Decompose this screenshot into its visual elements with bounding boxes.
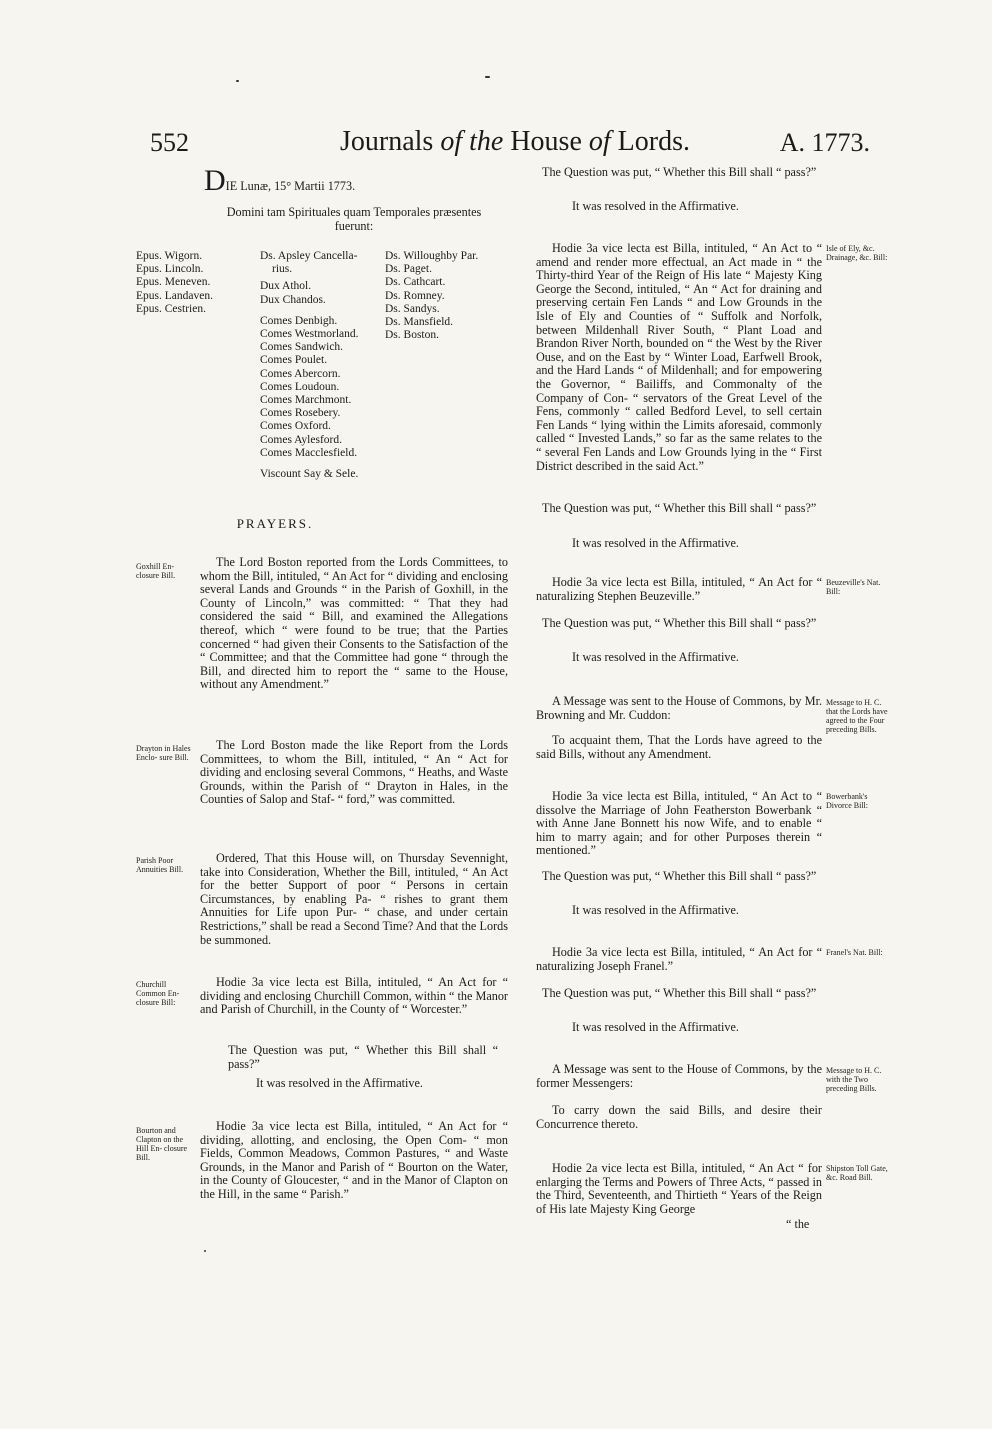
goxhill-report: The Lord Boston reported from the Lords Committees, to whom the Bill, intituled, “ An Act for “ dividing and enclosing several Lands and Grounds “ in the Parish of Goxhill, in the County of Lincoln,” was committed: “ That they had considered the said “ Bill, and examined the Allegations thereof, which “ were found to be true; that the Parties concerned “ had given their Consents to the Satisfaction of the “ Committee; and that the Committee had gone “ through the Bill, and directed him to report the “ same to the House, without any Amendment.” — [200, 555, 508, 692]
bowerbank-resolved: It was resolved in the Affirmative. — [572, 903, 739, 917]
top-question: The Question was put, “ Whether this Bill shall “ pass?” — [542, 165, 817, 179]
ink-speck — [236, 80, 239, 82]
year-label: A. 1773. — [779, 128, 870, 157]
ink-speck — [485, 76, 490, 78]
beuzeville-reading: Hodie 3a vice lecta est Billa, intituled, “ An Act for “ naturalizing Stephen Beuzeville.” — [536, 575, 822, 603]
lords-list-barons: Ds. Willoughby Par. Ds. Paget. Ds. Cathcart. Ds. Romney. Ds. Sandys. Ds. Mansfield. Ds. Boston. — [385, 250, 479, 342]
margin-note-drayton: Drayton in Hales Enclo- sure Bill. — [136, 744, 191, 762]
present-heading: Domini tam Spirituales quam Temporales præsentes fuerunt: — [226, 205, 482, 233]
margin-note-goxhill: Goxhill En- closure Bill. — [136, 562, 176, 580]
journal-title: Journals of the House of Lords. — [340, 126, 690, 157]
message-commons-1: A Message was sent to the House of Commons, by Mr. Browning and Mr. Cuddon: — [536, 694, 822, 722]
franel-reading: Hodie 3a vice lecta est Billa, intituled, “ An Act for “ naturalizing Joseph Franel.” — [536, 945, 822, 973]
catchword: “ the — [786, 1217, 810, 1231]
bowerbank-reading: Hodie 3a vice lecta est Billa, intituled, “ An Act to “ dissolve the Marriage of John Featherston Bowerbank “ with Anne Jane Bonnett his now Wife, and to enable “ him to marry again; and for other Purposes therein “ mentioned.” — [536, 789, 822, 858]
lords-list-bishops: Epus. Wigorn. Epus. Lincoln. Epus. Meneven. Epus. Landaven. Epus. Cestrien. — [136, 250, 213, 315]
churchill-resolved: It was resolved in the Affirmative. — [256, 1076, 423, 1090]
bowerbank-question: The Question was put, “ Whether this Bill shall “ pass?” — [542, 869, 817, 883]
ink-speck — [204, 1250, 206, 1252]
margin-note-message-1: Message to H. C. that the Lords have agreed to the Four preceding Bills. — [826, 698, 888, 734]
margin-note-franel: Franel's Nat. Bill: — [826, 948, 883, 957]
date-line: DIE Lunæ, 15° Martii 1773. — [204, 164, 356, 197]
page-number: 552 — [150, 128, 189, 157]
margin-note-beuzeville: Beuzeville's Nat. Bill: — [826, 578, 881, 596]
churchill-question: The Question was put, “ Whether this Bill shall “ pass?” — [228, 1043, 498, 1071]
margin-note-annuities: Parish Poor Annuities Bill. — [136, 856, 184, 874]
margin-note-churchill: Churchill Common En- closure Bill: — [136, 980, 180, 1007]
margin-note-bourton: Bourton and Clapton on the Hill En- closure Bill. — [136, 1126, 188, 1162]
ely-drainage-reading: Hodie 3a vice lecta est Billa, intituled, “ An Act to “ amend and render more effectual, an Act made in “ the Thirty-third Year of the Reign of His late “ Majesty King George the Second, intituled, “ An “ Act for draining and preserving certain Fen Lands “ and Low Grounds in the Isle of Ely and Counties of “ Suffolk and Norfolk, between Mildenhall River South, “ Plant Load and Brandon River North, bounded on “ the West by the River Ouse, and on the East by “ Winter Load, Earfwell Brook, and the Hard Lands “ of Mildenhall; and for empowering the Governor, “ Bailiffs, and Commonalty of the Company of Con- “ servators of the Great Level of the Fens, commonly “ called Bedford Level, to sell certain Fen Lands “ lying within the Limits aforesaid, commonly called “ Invested Lands,” so far as the same relates to the “ several Fen Lands and Low Grounds lying in the “ First District described in the said Act.” — [536, 241, 822, 473]
margin-note-shipston: Shipston Toll Gate, &c. Road Bill. — [826, 1164, 888, 1182]
beuzeville-question: The Question was put, “ Whether this Bill shall “ pass?” — [542, 616, 817, 630]
shipston-reading: Hodie 2a vice lecta est Billa, intituled, “ An Act “ for enlarging the Terms and Powers of Three Acts, “ passed in the Third, Seventeenth, and Thirtieth “ Years of the Reign of His late Majesty King George — [536, 1161, 822, 1216]
margin-note-message-2: Message to H. C. with the Two preceding Bills. — [826, 1066, 882, 1093]
franel-question: The Question was put, “ Whether this Bill shall “ pass?” — [542, 986, 817, 1000]
poor-annuities-order: Ordered, That this House will, on Thursday Sevennight, take into Consideration, Whether the Bill, intituled, “ An Act for the better Support of poor “ Persons in certain Circumstances, by enabling Pa- “ rishes to grant them Annuities for Life upon Pur- “ chase, and under certain Restrictions,” shall be read a Second Time? And that the Lords be summoned. — [200, 851, 508, 947]
message-commons-2-body: To carry down the said Bills, and desire their Concurrence thereto. — [536, 1103, 822, 1131]
ely-question: The Question was put, “ Whether this Bill shall “ pass?” — [542, 501, 817, 515]
churchill-reading: Hodie 3a vice lecta est Billa, intituled, “ An Act for “ dividing and enclosing Churchill Common, within “ the Manor and Parish of Churchill, in the County of “ Worcester.” — [200, 975, 508, 1017]
message-commons-1-body: To acquaint them, That the Lords have agreed to the said Bills, without any Amendment. — [536, 733, 822, 761]
bourton-reading: Hodie 3a vice lecta est Billa, intituled, “ An Act for “ dividing, allotting, and enclosing, the Open Com- “ mon Fields, Common Meadows, Common Pastures, “ and Waste Grounds, in the Manor and Parish of “ Bourton on the Water, in the County of Gloucester, “ and in the Manor of Clapton on the Hill, in the same “ Parish.” — [200, 1119, 508, 1201]
lords-list-peers: Ds. Apsley Cancella- rius. Dux Athol. Dux Chandos. Comes Denbigh. Comes Westmorland. Comes Sandwich. Comes Poulet. Comes Abercorn. Comes Loudoun. Comes Marchmont. Comes Rosebery. Comes Oxford. Comes Aylesford. Comes Macclesfield. Viscount Say & Sele. — [260, 250, 359, 481]
prayers-heading: PRAYERS. — [236, 516, 314, 531]
ely-resolved: It was resolved in the Affirmative. — [572, 536, 739, 550]
drayton-report: The Lord Boston made the like Report from the Lords Committees, to whom the Bill, intituled, “ An “ Act for dividing and enclosing several Commons, “ Heaths, and Waste Grounds, within the Parish of “ Drayton in Hales, in the Counties of Salop and Staf- “ ford,” was committed. — [200, 738, 508, 807]
beuzeville-resolved: It was resolved in the Affirmative. — [572, 650, 739, 664]
franel-resolved: It was resolved in the Affirmative. — [572, 1020, 739, 1034]
message-commons-2: A Message was sent to the House of Commons, by the former Messengers: — [536, 1062, 822, 1090]
top-resolved: It was resolved in the Affirmative. — [572, 199, 739, 213]
margin-note-bowerbank: Bowerbank's Divorce Bill: — [826, 792, 868, 810]
running-header — [150, 128, 870, 168]
margin-note-ely: Isle of Ely, &c. Drainage, &c. Bill: — [826, 244, 888, 262]
